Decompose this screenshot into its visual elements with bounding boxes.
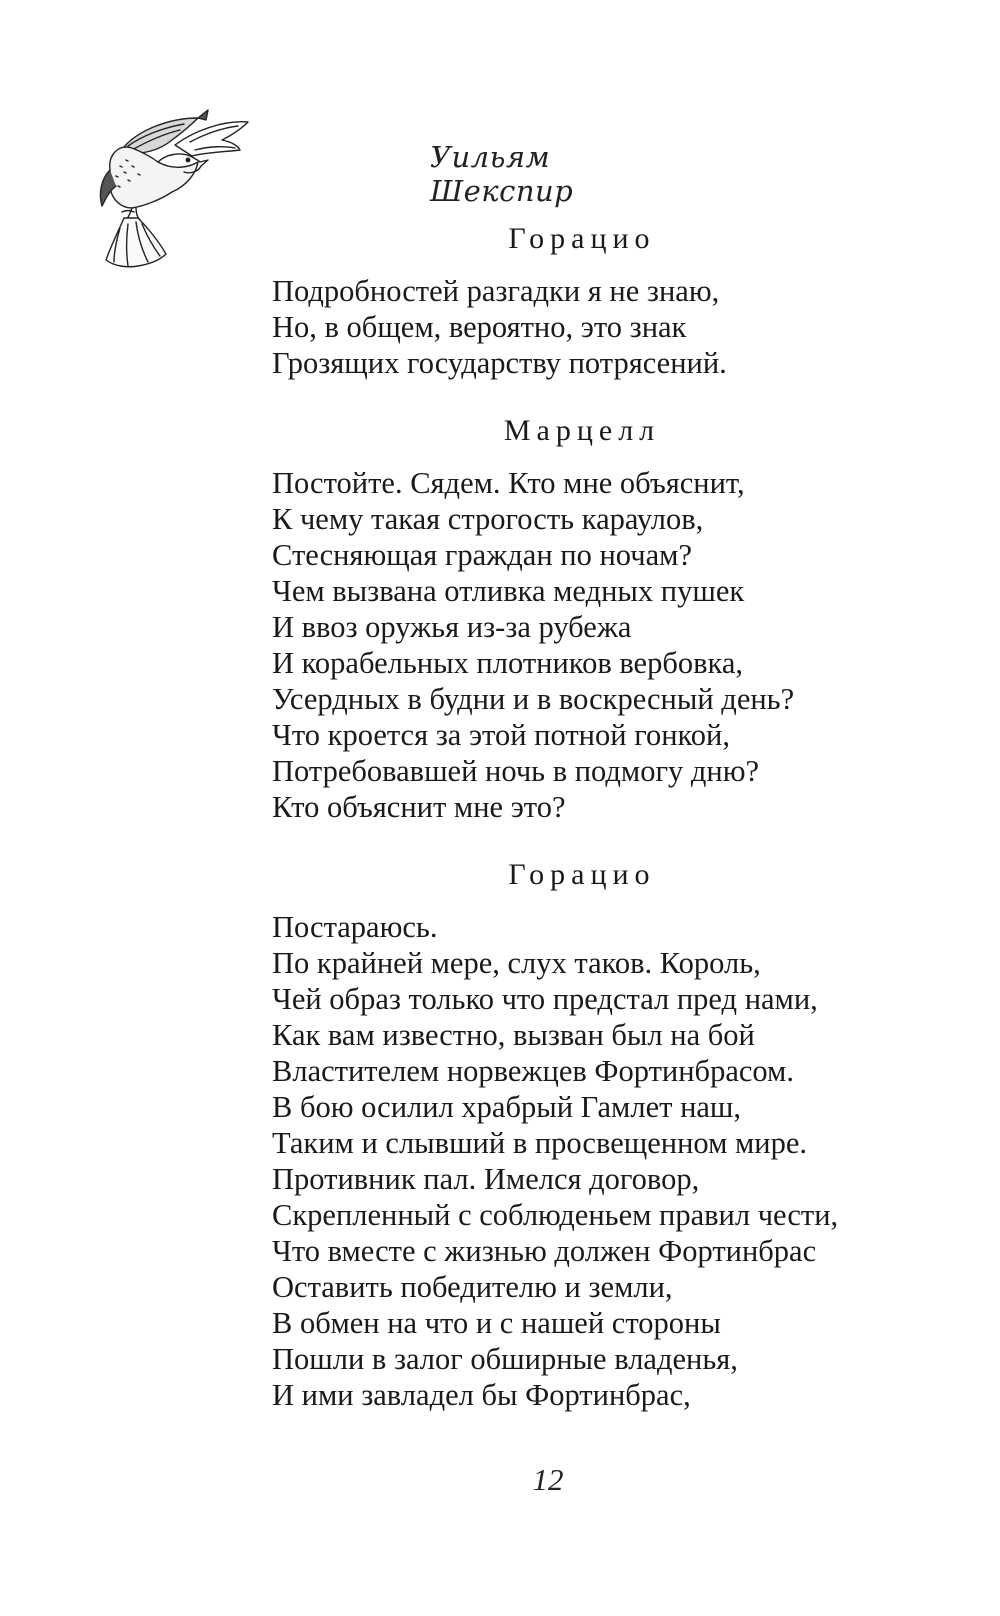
verse-line: Чей образ только что предстал пред нами,	[272, 982, 818, 1016]
verse-line: Властителем норвежцев Фортинбрасом.	[272, 1054, 794, 1088]
speaker-name: Горацио	[508, 858, 656, 891]
verse-line: Кто объяснит мне это?	[272, 790, 566, 824]
verse-line: Противник пал. Имелся договор,	[272, 1162, 700, 1196]
verse-line: Усердных в будни и в воскресный день?	[272, 682, 795, 716]
speaker-name: Горацио	[508, 222, 656, 255]
verse-line: Что вместе с жизнью должен Фортинбрас	[272, 1234, 817, 1268]
verse-line: И ввоз оружья из-за рубежа	[272, 610, 632, 644]
verse-line: Постойте. Сядем. Кто мне объяснит,	[272, 466, 745, 500]
verse-line: В обмен на что и с нашей стороны	[272, 1306, 721, 1340]
page-number: 12	[532, 1462, 564, 1497]
verse-text	[272, 215, 912, 1413]
verse-line: К чему такая строгость караулов,	[272, 502, 704, 536]
dove-icon	[80, 100, 255, 280]
verse-line: Что кроется за этой потной гонкой,	[272, 718, 730, 752]
verse-line: Пошли в залог обширные владенья,	[272, 1342, 738, 1376]
verse-line: В бою осилил храбрый Гамлет наш,	[272, 1090, 742, 1124]
verse-line: Постараюсь.	[272, 910, 438, 944]
verse-line: Но, в общем, вероятно, это знак	[272, 310, 687, 344]
verse-line: Грозящих государству потрясений.	[272, 346, 727, 380]
verse-line: Скрепленный с соблюденьем правил чести,	[272, 1198, 839, 1232]
verse-line: И корабельных плотников вербовка,	[272, 646, 744, 680]
verse-line: Чем вызвана отливка медных пушек	[272, 574, 745, 608]
verse-line: И ими завладел бы Фортинбрас,	[272, 1378, 691, 1412]
speaker-name: Марцелл	[503, 414, 661, 447]
verse-line: Подробностей разгадки я не знаю,	[272, 274, 720, 308]
verse-line: Таким и слывший в просвещенном мире.	[272, 1126, 808, 1160]
verse-line: Потребовавшей ночь в подмогу дню?	[272, 754, 760, 788]
verse-line: Стесняющая граждан по ночам?	[272, 538, 692, 572]
verse-line: По крайней мере, слух таков. Король,	[272, 946, 761, 980]
running-header: Уильям Шекспир	[430, 140, 574, 208]
verse-line: Как вам известно, вызван был на бой	[272, 1018, 755, 1052]
verse-line: Оставить победителю и земли,	[272, 1270, 673, 1304]
